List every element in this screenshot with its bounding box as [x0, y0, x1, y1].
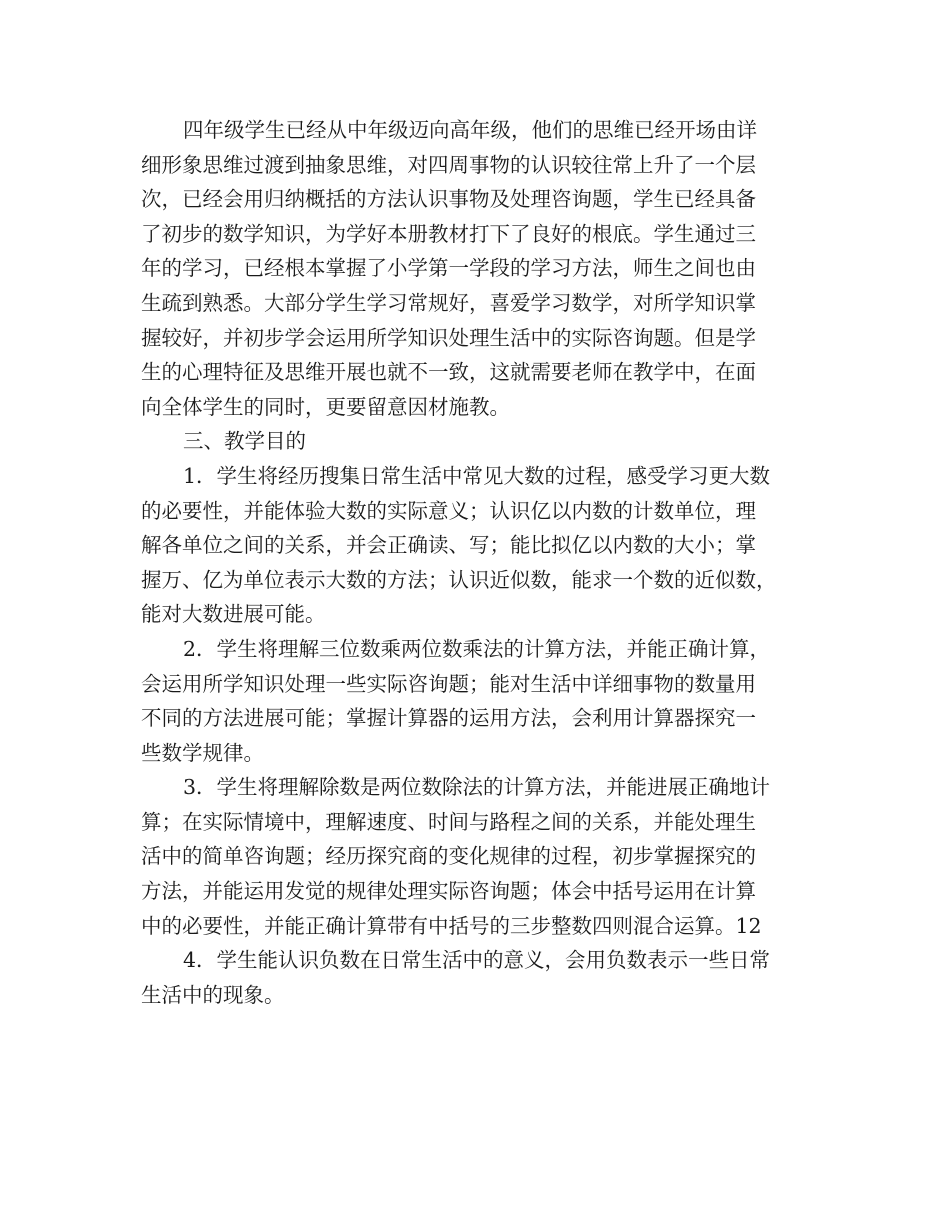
text-line: 生的心理特征及思维开展也就不一致，这就需要老师在教学中，在面	[141, 360, 756, 385]
paragraph-goal-4	[141, 943, 831, 1012]
text-line: 次，已经会用归纳概括的方法认识事物及处理咨询题，学生已经具备	[141, 187, 756, 212]
text-line: 的必要性，并能体验大数的实际意义；认识亿以内数的计数单位，理	[141, 498, 756, 523]
text-line: 握万、亿为单位表示大数的方法；认识近似数，能求一个数的近似数，	[141, 567, 777, 592]
text-line: 解各单位之间的关系，并会正确读、写；能比拟亿以内数的大小；掌	[141, 533, 756, 558]
text-line: 4．学生能认识负数在日常生活中的意义，会用负数表示一些日常	[183, 948, 771, 973]
paragraph-goal-2	[141, 632, 831, 770]
text-line: 向全体学生的同时，更要留意因材施教。	[141, 394, 510, 419]
document-body	[141, 113, 831, 1012]
text-line: 方法，并能运用发觉的规律处理实际咨询题；体会中括号运用在计算	[141, 879, 756, 904]
text-line: 1．学生将经历搜集日常生活中常见大数的过程，感受学习更大数	[183, 463, 771, 488]
text-line: 握较好，并初步学会运用所学知识处理生活中的实际咨询题。但是学	[141, 325, 756, 350]
text-line: 3．学生将理解除数是两位数除法的计算方法，并能进展正确地计	[183, 775, 771, 800]
text-line: 活中的简单咨询题；经历探究商的变化规律的过程，初步掌握探究的	[141, 844, 756, 869]
text-line: 不同的方法进展可能；掌握计算器的运用方法，会利用计算器探究一	[141, 706, 756, 731]
paragraph-goal-1	[141, 459, 831, 632]
text-line: 生活中的现象。	[141, 982, 285, 1007]
text-line: 中的必要性，并能正确计算带有中括号的三步整数四则混合运算。12	[141, 913, 762, 938]
text-line: 四年级学生已经从中年级迈向高年级，他们的思维已经开场由详	[183, 118, 757, 142]
text-line: 些数学规律。	[141, 740, 264, 765]
section-heading	[141, 424, 831, 459]
paragraph-goal-3	[141, 770, 831, 943]
text-line: 会运用所学知识处理一些实际咨询题；能对生活中详细事物的数量用	[141, 671, 756, 696]
text-line: 生疏到熟悉。大部分学生学习常规好，喜爱学习数学，对所学知识掌	[141, 290, 756, 315]
text-line: 细形象思维过渡到抽象思维，对四周事物的认识较往常上升了一个层	[141, 152, 756, 177]
paragraph-intro	[141, 113, 831, 424]
text-line: 年的学习，已经根本掌握了小学第一学段的学习方法，师生之间也由	[141, 256, 756, 281]
text-line: 了初步的数学知识，为学好本册教材打下了良好的根底。学生通过三	[141, 221, 756, 246]
text-line: 算；在实际情境中，理解速度、时间与路程之间的关系，并能处理生	[141, 809, 756, 834]
section-heading-text: 三、教学目的	[183, 429, 306, 454]
text-line: 能对大数进展可能。	[141, 602, 326, 627]
text-line: 2．学生将理解三位数乘两位数乘法的计算方法，并能正确计算，	[183, 636, 771, 661]
